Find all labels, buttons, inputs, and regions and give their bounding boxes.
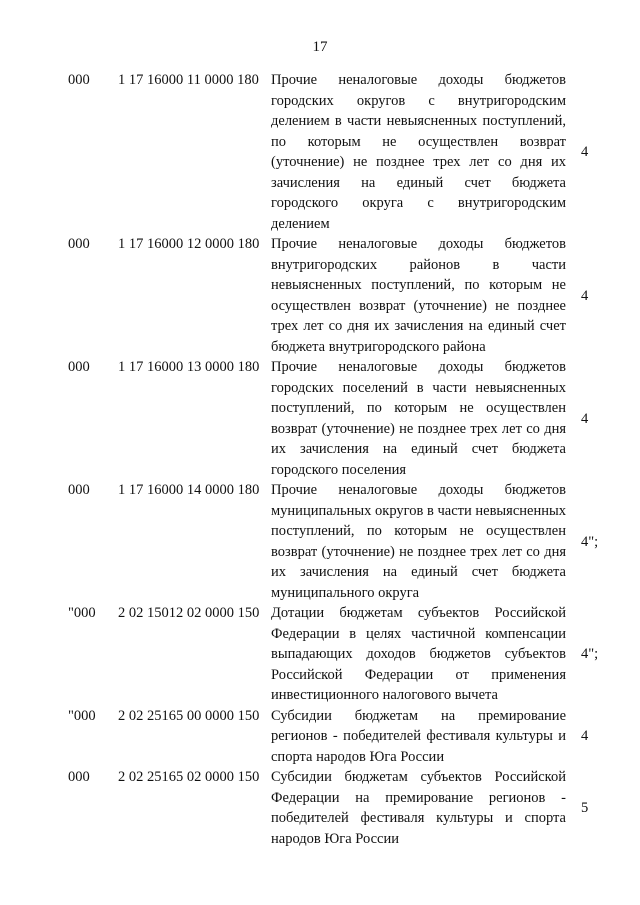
revenue-description: Прочие неналоговые доходы бюджетов городских округов с внутригородским делением в части невыясненных поступлений, по которым не осуществлен возврат (уточнение) не позднее трех лет со дня их зачисления на единый счет бюджета городского округа с внутригородским делением <box>271 72 566 232</box>
budget-classification-code: 1 17 16000 13 0000 180 <box>118 359 260 375</box>
revenue-description: Прочие неналоговые доходы бюджетов городских поселений в части невыясненных поступлений, по которым не осуществлен возврат (уточнение) не позднее трех лет со дня их зачисления на единый счет бюджета городского поселения <box>271 359 566 478</box>
admin-code: 000 <box>68 236 90 252</box>
admin-code: 000 <box>68 72 90 88</box>
budget-classification-code: 1 17 16000 12 0000 180 <box>118 236 260 252</box>
budget-classification-code: 1 17 16000 11 0000 180 <box>118 72 259 88</box>
table-row <box>0 603 640 706</box>
standard-value: 4 <box>581 410 589 427</box>
admin-code: "000 <box>68 707 96 724</box>
table-row <box>0 70 640 234</box>
table-row <box>0 706 640 768</box>
page-number: 17 <box>312 39 328 55</box>
table-row <box>0 480 640 603</box>
standard-value: 4 <box>581 287 589 304</box>
admin-code: "000 <box>68 605 96 621</box>
revenue-description: Субсидии бюджетам на премирование регионов - победителей фестиваля культуры и спорта народов Юга России <box>271 707 566 765</box>
budget-classification-code: 2 02 25165 02 0000 150 <box>118 769 260 785</box>
revenue-code-table <box>0 70 640 849</box>
revenue-description: Прочие неналоговые доходы бюджетов муниципальных округов в части невыясненных поступлений, по которым не осуществлен возврат (уточнение) не позднее трех лет со дня их зачисления на единый счет бюджета муниципального округа <box>271 482 566 601</box>
table-row <box>0 767 640 849</box>
table-row <box>0 357 640 480</box>
budget-classification-code: 2 02 15012 02 0000 150 <box>118 605 260 621</box>
admin-code: 000 <box>68 769 90 785</box>
table-row <box>0 234 640 357</box>
standard-value: 4 <box>581 728 589 744</box>
standard-value: 4"; <box>581 533 599 550</box>
admin-code: 000 <box>68 359 90 375</box>
standard-value: 4"; <box>581 646 599 662</box>
revenue-description: Прочие неналоговые доходы бюджетов внутригородских районов в части невыясненных поступлений, по которым не осуществлен возврат (уточнение) не позднее трех лет со дня их зачисления на единый счет бюджета внутригородского района <box>271 236 566 355</box>
budget-classification-code: 2 02 25165 00 0000 150 <box>118 707 260 724</box>
admin-code: 000 <box>68 482 90 498</box>
revenue-description: Дотации бюджетам субъектов Российской Федерации в целях частичной компенсации выпадающих доходов бюджетов субъектов Российской Федерации от применения инвестиционного налогового вычета <box>271 605 566 703</box>
budget-classification-code: 1 17 16000 14 0000 180 <box>118 482 260 498</box>
revenue-description: Субсидии бюджетам субъектов Российской Федерации на премирование регионов - победителей фестиваля культуры и спорта народов Юга России <box>271 769 566 847</box>
standard-value: 4 <box>581 143 589 160</box>
standard-value: 5 <box>581 799 589 816</box>
